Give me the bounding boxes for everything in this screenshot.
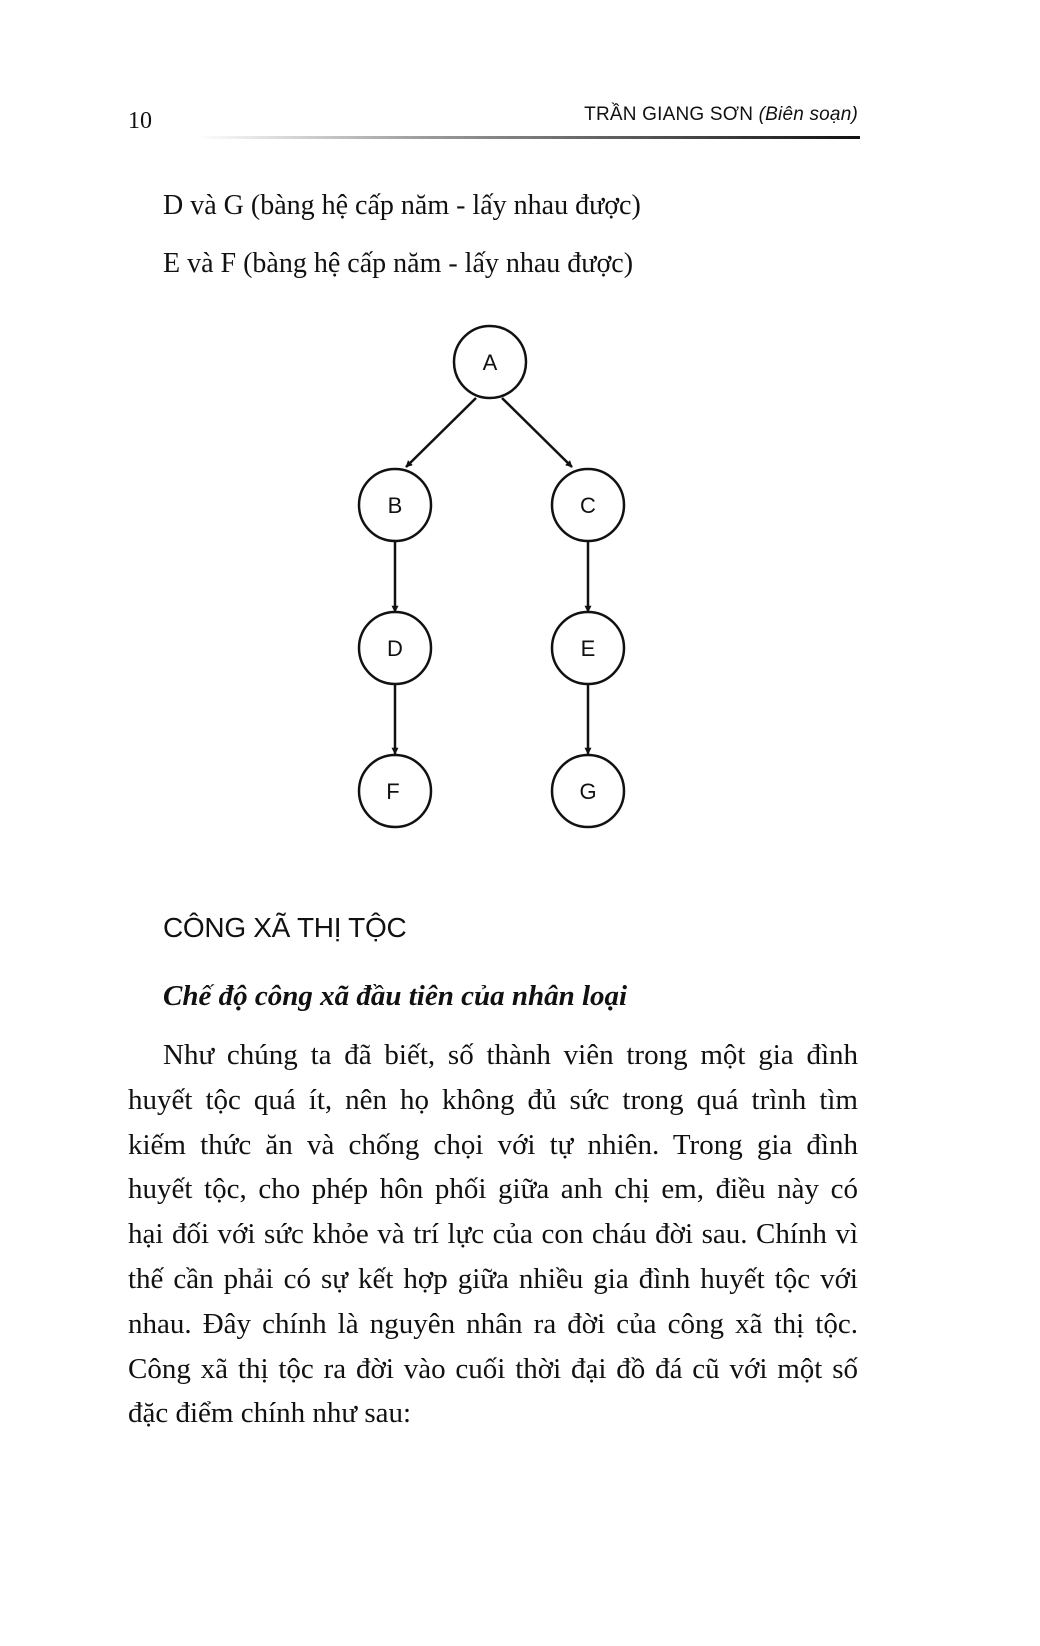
node-g-label: G [579, 779, 597, 804]
header-rule [196, 136, 860, 139]
paragraph-line: Như chúng ta đã biết, số thành viên trong một gia đình [163, 1039, 858, 1071]
body-paragraph [128, 1033, 858, 1436]
node-d [359, 612, 431, 684]
paragraph-line: nhau. Đây chính là nguyên nhân ra đời của công xã thị tộc. [128, 1307, 858, 1340]
paragraph-line: hại đối với sức khỏe và trí lực của con cháu đời sau. Chính vì [128, 1218, 858, 1251]
paragraph-line: kiếm thức ăn và chống chọi với tự nhiên. Trong gia đình [128, 1128, 858, 1161]
node-c-label: C [580, 493, 596, 518]
page-header [128, 100, 860, 144]
author-role: (Biên soạn) [758, 104, 858, 125]
section-heading: CÔNG XÃ THỊ TỘC [163, 912, 407, 943]
node-a-label: A [482, 350, 498, 375]
node-c [552, 469, 624, 541]
paragraph-line: thế cần phải có sự kết hợp giữa nhiều gia đình huyết tộc với [128, 1262, 858, 1295]
node-d-label: D [387, 636, 403, 661]
node-e [552, 612, 624, 684]
paragraph-line: huyết tộc, cho phép hôn phối giữa anh chị em, điều này có [128, 1173, 858, 1206]
paragraph-line: đặc điểm chính như sau: [128, 1397, 412, 1430]
edge-a-c [502, 398, 572, 467]
tree-edges [395, 398, 588, 754]
pair-line-dg: D và G (bàng hệ cấp năm - lấy nhau được) [163, 190, 641, 221]
node-f-label: F [386, 779, 400, 804]
running-head [584, 104, 858, 126]
paragraph-line: huyết tộc quá ít, nên họ không đủ sức trong quá trình tìm [128, 1083, 858, 1116]
page-number: 10 [128, 108, 152, 134]
pair-line-ef: E và F (bàng hệ cấp năm - lấy nhau được) [163, 248, 634, 279]
node-f [359, 755, 431, 827]
node-e-label: E [580, 636, 596, 661]
node-g [552, 755, 624, 827]
node-a [454, 326, 526, 398]
author-name: TRẦN GIANG SƠN [584, 104, 754, 125]
paragraph-line: Công xã thị tộc ra đời vào cuối thời đại đồ đá cũ với một số [128, 1352, 858, 1385]
edge-a-b [406, 398, 476, 467]
section-subheading: Chế độ công xã đầu tiên của nhân loại [163, 980, 628, 1012]
node-b [359, 469, 431, 541]
node-b-label: B [387, 493, 403, 518]
kinship-tree-diagram [300, 320, 680, 840]
